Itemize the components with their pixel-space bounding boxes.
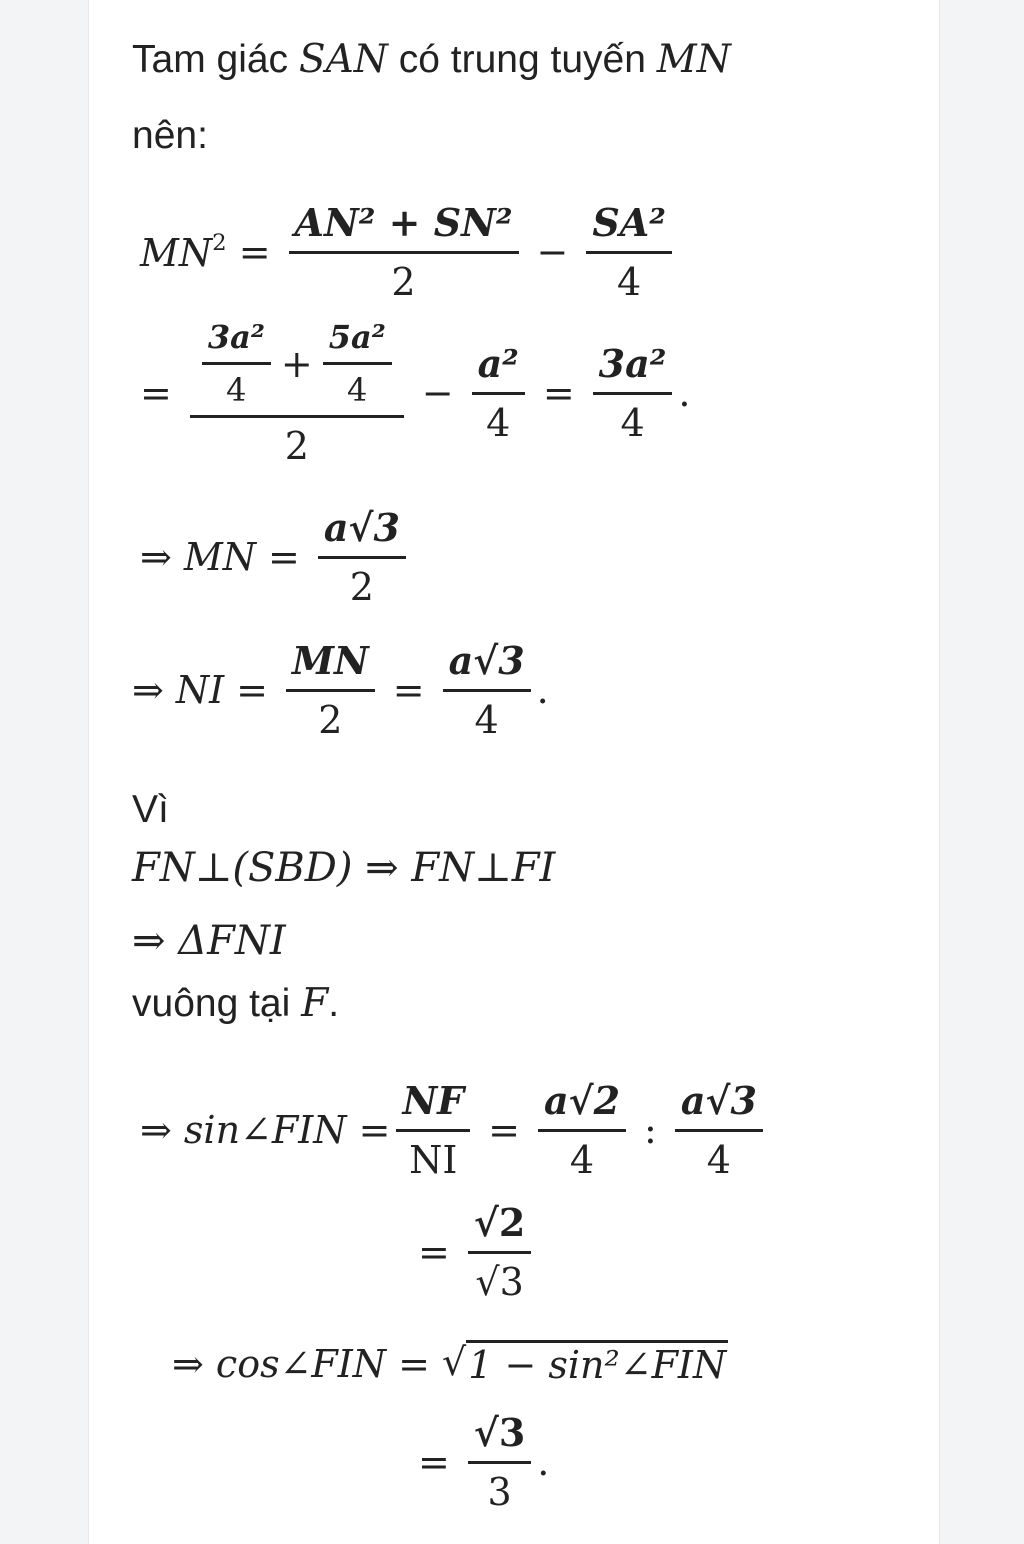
frac-an-sn — [289, 200, 519, 304]
frac-ni-result — [443, 638, 531, 742]
frac-nf-ni-num: NF — [396, 1078, 470, 1132]
frac-5a2 — [323, 318, 392, 409]
sqrt-expression: √ 1 − sin²∠FIN — [441, 1340, 727, 1387]
text-vi: Vì — [132, 788, 169, 831]
var-mn: MN — [656, 37, 731, 82]
frac-3a2-den: 4 — [226, 371, 247, 409]
eq-mn-squared: $MN^2$ = $\frac{\text{AN² + SN²}}{2}$ − $\frac{\text{SA²}}{4}$ — [140, 200, 678, 304]
frac-a-sqrt3 — [675, 1078, 763, 1182]
frac-mn-over-2-num: MN — [286, 638, 375, 692]
frac-sqrt2-sqrt3-num: √2 — [468, 1200, 531, 1254]
frac-3a2 — [202, 318, 271, 409]
eq-triangle: ⇒ ΔFNI — [132, 918, 286, 964]
frac-a-sqrt2 — [538, 1078, 626, 1182]
frac-compound-num: $\frac{\text{3a²}}{4}$ + $\frac{\text{5a²}}{4}$ — [190, 318, 404, 418]
eq-cos-result: = $\frac{√3}{3}$ . — [418, 1410, 550, 1514]
mn-label: MN — [140, 230, 213, 275]
frac-3a2-result-num: 3a² — [593, 341, 673, 395]
frac-an-sn-num: AN² + SN² — [289, 200, 519, 254]
frac-compound — [190, 318, 404, 468]
frac-an-sn-den: 2 — [391, 260, 416, 304]
frac-mn-over-2 — [286, 638, 375, 742]
frac-a2-num: a² — [472, 341, 525, 395]
sqrt-radicand: 1 − sin²∠FIN — [466, 1340, 728, 1387]
frac-a-sqrt2-den: 4 — [569, 1138, 595, 1182]
frac-nf-ni-den: NI — [409, 1138, 458, 1182]
right-at-period: . — [328, 982, 340, 1025]
frac-a-sqrt3-num: a√3 — [675, 1078, 763, 1132]
frac-a-sqrt3-den: 4 — [706, 1138, 731, 1182]
intro-text-2: có trung tuyến — [398, 38, 646, 81]
sin-lhs: ⇒ sin∠FIN = — [140, 1108, 391, 1152]
frac-a-sqrt2-num: a√2 — [538, 1078, 626, 1132]
frac-mn-value-num: a√3 — [318, 505, 406, 559]
eq-ni-value: ⇒ NI = $\frac{MN}{2}$ = $\frac{a√3}{4}$ . — [132, 638, 549, 742]
frac-sqrt3-3 — [468, 1410, 531, 1514]
eq-sin: ⇒ sin∠FIN = $\frac{NF}{NI}$ = $\frac{a√2}{4}$ : $\frac{a√3}{4}$ — [140, 1078, 769, 1182]
mn-symbol: MN — [183, 535, 257, 579]
frac-sa-num: SA² — [586, 200, 672, 254]
frac-compound-den: 2 — [284, 424, 309, 468]
frac-ni-result-den: 4 — [474, 698, 499, 742]
frac-mn-value-den: 2 — [349, 565, 374, 609]
intro-line-1 — [132, 22, 731, 98]
intro-text-1: Tam giác — [132, 38, 289, 81]
eq-perpendicular: FN⊥(SBD) ⇒ FN⊥FI — [132, 845, 556, 891]
frac-ni-result-num: a√3 — [443, 638, 531, 692]
frac-a2-den: 4 — [486, 401, 511, 445]
eq-sin-result: = $\frac{√2}{√3}$ — [418, 1200, 537, 1304]
frac-5a2-num: 5a² — [323, 318, 392, 365]
frac-3a2-result — [593, 341, 673, 445]
intro-line-2: nên: — [132, 114, 208, 157]
frac-mn-over-2-den: 2 — [318, 698, 343, 742]
eq-substitution: = $\frac{\text{3a²}}{4}$ + $\frac{\text{5a²}}{4}$ 2 − $\frac{\text{a²}}{4}$ = $\frac{\text{3a²}}{4}$ . — [140, 318, 691, 468]
var-san: SAN — [298, 37, 388, 82]
eq-mn-value: ⇒ MN = $\frac{a√3}{2}$ — [140, 505, 412, 609]
eq-cos — [172, 1340, 728, 1387]
frac-nf-ni — [396, 1078, 470, 1182]
frac-sqrt3-3-den: 3 — [487, 1470, 512, 1514]
ni-symbol: NI — [175, 668, 225, 712]
frac-3a2-num: 3a² — [202, 318, 271, 365]
cos-lhs: ⇒ cos∠FIN = — [172, 1341, 430, 1386]
frac-sa — [586, 200, 672, 304]
frac-3a2-result-den: 4 — [620, 401, 645, 445]
frac-sa-den: 4 — [617, 260, 642, 304]
text-right-at — [132, 966, 339, 1042]
frac-5a2-den: 4 — [347, 371, 368, 409]
frac-mn-value — [318, 505, 406, 609]
right-at-label: vuông tại — [132, 982, 291, 1025]
var-f: F — [301, 981, 329, 1026]
frac-sqrt3-3-num: √3 — [468, 1410, 531, 1464]
frac-sqrt2-sqrt3 — [468, 1200, 531, 1304]
frac-a2 — [472, 341, 525, 445]
frac-sqrt2-sqrt3-den: √3 — [475, 1260, 524, 1304]
